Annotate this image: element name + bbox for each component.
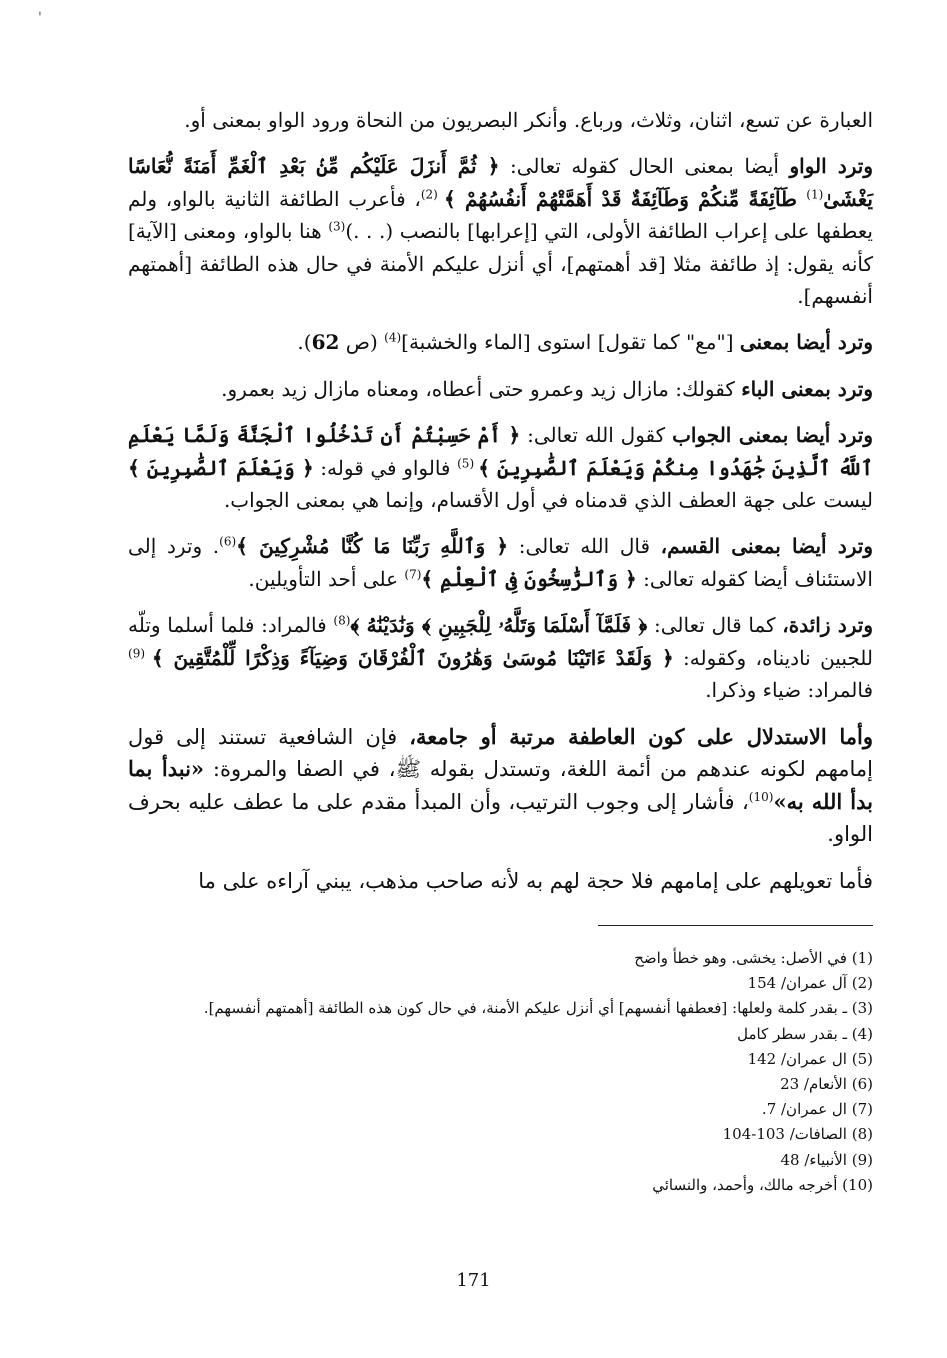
main-text [128,104,873,911]
footnote-ref: (10) [748,789,774,804]
footnote: (10) أخرجه مالك، وأحمد، والنسائي [652,1175,873,1194]
footnote: (6) الأنعام/ 23 [780,1075,873,1094]
text-run: ، فأشار إلى وجوب الترتيب، وأن المبدأ مقدم على ما عطف عليه بحرف الواو. [128,789,873,847]
footnote: (8) الصافات/ 103-104 [722,1125,873,1144]
text-run: فإن الشافعية تستند إلى قول إمامهم لكونه عندهم من أئمة اللغة، وتستدل بقوله ﷺ، في الصفا والمروة: [128,724,874,782]
quran-verse: ﴿ أَمْ حَسِبْتُمْ أَن تَدْخُلُوا ٱلْجَنَّةَ وَلَمَّا يَعْلَمِ ٱللَّهُ ٱلَّذِينَ جَٰهَدُوا مِنكُمْ وَيَعْلَمَ ٱلصَّٰبِرِينَ ﴾ [128,423,874,480]
text-run: فأما تعويلهم على إمامهم فلا حجة لهم به لأنه صاحب مذهب، يبني آراءه على ما [198,868,873,893]
paragraph [128,530,873,595]
text-run: هنا بالواو، ومعنى [الآية] كأنه يقول: إذ طائفة مثلا [قد أهمتهم]، أي أنزل عليكم الأمنة في حال هذه الطائفة [أهمتهم أنفسهم]. [128,219,873,309]
text-run: (ص [339,330,385,355]
paragraph [128,326,873,358]
text-run: العبارة عن تسع، اثنان، وثلاث، ورباع. وأنكر البصريون من النحاة ورود الواو بمعنى أو. [184,108,873,132]
text-run: فالمراد: ضياء وذكرا. [705,678,873,703]
footnote: (9) الأنبياء/ 48 [780,1150,873,1169]
bold-heading: وترد زائدة، [782,613,873,638]
bold-heading: وترد أيضا بمعنى الجواب [672,423,873,448]
footnotes [140,946,873,1198]
paragraph [128,609,873,706]
footnote-ref: (6) [219,534,237,549]
text-run: . وترد إلى الاستئناف أيضا كقوله تعالى: [128,534,873,591]
bold-heading: وترد أيضا بمعنى القسم، [660,534,874,559]
footnote: (2) آل عمران/ 154 [747,974,873,993]
paragraph [128,150,873,312]
text-run: كقول الله تعالى: [520,423,673,448]
paragraph [128,865,873,898]
text-run: فالمراد: فلما أسلما وتلّه للجبين ناديناه، وكقوله: [128,613,873,670]
bold-heading: «نبدأ بما بدأ الله به» [128,756,873,814]
footnote: (3) ـ بقدر كلمة ولعلها: [فعطفها أنفسهم] أي أنزل عليكم الأمنة، في حال كون هذه الطائفة [أهمتهم أنفسهم]. [203,999,873,1018]
scan-corner-mark: ' [38,10,42,26]
quran-verse: ﴿ وَلَقَدْ ءَاتَيْنَا مُوسَىٰ وَهَٰرُونَ ٱلْفُرْقَانَ وَضِيَآءً وَذِكْرًا لِّلْمُتَّقِينَ ﴾ [151,645,674,670]
footnote-separator [598,925,873,926]
quran-verse: ﴿ وَٱللَّهِ رَبِّنَا مَا كُنَّا مُشْرِكِينَ ﴾ [236,534,509,559]
paragraph [128,373,873,405]
footnote: (4) ـ بقدر سطر كامل [737,1024,873,1043]
bold-heading: وترد الواو [789,154,873,179]
text-run: كما قال تعالى: [647,613,783,638]
bold-heading: وأما الاستدلال على كون العاطفة مرتبة أو جامعة، [409,723,873,749]
footnote: (5) ال عمران/ 142 [747,1049,873,1068]
footnote: (1) في الأصل: يخشى. وهو خطأ واضح [634,949,873,967]
quran-verse: ﴿ وَٱلرَّٰسِخُونَ فِى ٱلْعِلْمِ ﴾ [421,566,637,591]
text-run: أيضا بمعنى الحال كقوله تعالى: [499,154,790,179]
paragraph [128,721,873,851]
quran-verse: ﴿ فَلَمَّآ أَسْلَمَا وَتَلَّهُۥ لِلْجَبِينِ ﴾ وَنَٰدَيْنَٰهُ ﴾ [350,613,648,638]
paragraph [128,104,873,136]
footnote-ref: (9) [128,646,152,661]
text-run: على أحد التأويلين. [248,566,405,591]
text-run: كقولك: مازال زيد وعمرو حتى أعطاه، ومعناه مازال زيد بعمرو. [221,376,742,401]
footnote-ref: (3) [328,219,346,234]
page-number: 171 [456,1270,491,1291]
quran-verse: ﴿ وَيَعْلَمَ ٱلصَّٰبِرِينَ ﴾ [128,455,314,480]
bold-heading: وترد بمعنى الباء [741,376,873,401]
footnote-ref: (1) [806,187,824,202]
footnote: (7) ال عمران/ 7. [761,1100,873,1119]
text-run: فالواو في قوله: [313,455,458,480]
footnote-ref: (7) [404,567,422,582]
text-run: ، فأعرب الطائفة الثانية بالواو، ولم يعطفها على إعراب الطائفة الأولى، التي [إعرابها] بالنصب (. . .) [128,186,873,244]
text-run: ["مع" كما تقول] استوى [الماء والخشبة] [401,330,740,355]
footnote-ref: (2) [420,187,444,202]
quran-verse: ﴿ ثُمَّ أَنزَلَ عَلَيْكُم مِّنۢ بَعْدِ ٱلْغَمِّ أَمَنَةً نُّعَاسًا يَغْشَىٰ [128,154,873,211]
text-run: ). [297,330,312,355]
text-run: قال الله تعالى: [508,534,661,559]
bold-heading: وترد أيضا بمعنى [739,330,873,355]
text-run: ليست على جهة العطف الذي قدمناه في أول الأقسام، وإنما هي بمعنى الجواب. [223,488,873,513]
footnote-ref: (8) [333,613,351,628]
paragraph [128,419,873,516]
footnote-ref: (5) [457,456,479,470]
footnote-ref: (4) [384,330,402,345]
quran-verse: طَآئِفَةً مِّنكُمْ وَطَآئِفَةٌ قَدْ أَهَمَّتْهُمْ أَنفُسُهُمْ ﴾ [443,186,807,211]
bold-heading: 62 [311,330,340,355]
